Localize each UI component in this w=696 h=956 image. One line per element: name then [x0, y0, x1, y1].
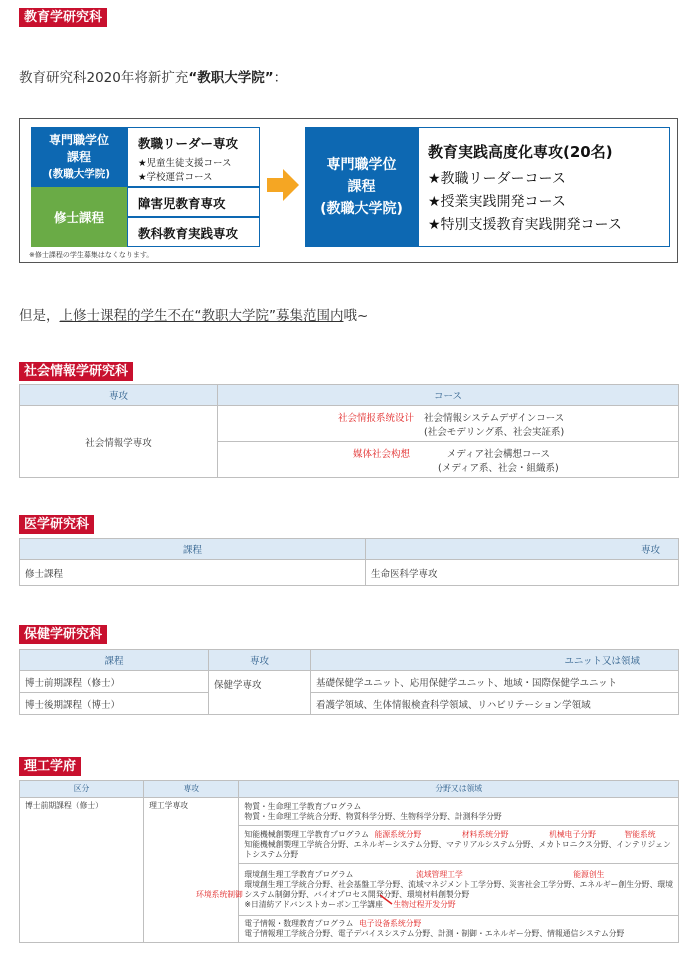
annotation: 社会情报系统设计 — [338, 412, 415, 424]
social-info-table — [19, 384, 679, 478]
field-block-3: 環境創生理工学教育プログラム 流域管理工学 能源创生 環境創生理工学統合分野、社会基盤工学分野、流域マネジメント工学分野、災害社会工学分野、エネルギー創生分野、環境 システム制御分野、バイオプロセス開発分野、環境材料創製分野 ※日清紡アドバンストカーボン工学講座 生物过程开发分野 — [239, 864, 679, 916]
right-advanced-box: 教育実践高度化専攻(20名) ★教職リーダーコース ★授業実践開発コース ★特別支援教育実践開発コース — [418, 127, 670, 247]
field-block-2: 知能機械創製理工学教育プログラム 能源系统分野 材料系统分野 机械电子分野 智能系统 知能機械創製理工学統合分野、エネルギーシステム分野、マテリアルシステム分野、メカトロニクス分野、インテリジェン トシステム分野 — [239, 826, 679, 864]
course-cell: 修士課程 — [20, 560, 366, 586]
right-pro-degree-box: 専門職学位 課程 (教職大学院) — [305, 127, 418, 247]
program-diagram — [19, 118, 678, 263]
field-block-1: 物質・生命理工学教育プログラム 物質・生命理工学統合分野、物質科学分野、生物科学分野、計測科学分野 — [239, 798, 679, 826]
unit-cell: 看護学領域、生体情報検査科学領域、リハビリテーション学領域 — [311, 693, 679, 715]
col-unit: ユニット又は領域 — [311, 650, 679, 671]
col-course: コース — [218, 385, 679, 406]
underlined-note: 上修士课程的学生不在“教职大学院”募集范围内 — [59, 308, 344, 324]
annotation: 智能系统 — [624, 829, 656, 839]
major-cell: 生命医科学専攻 — [366, 560, 679, 586]
annotation: 电子设备系统分野 — [358, 919, 422, 928]
annotation: 环境系统制御 — [196, 890, 243, 899]
col-major: 専攻 — [144, 781, 239, 798]
col-major: 専攻 — [20, 385, 218, 406]
major-cell: 社会情報学専攻 — [20, 406, 218, 478]
annotation: 媒体社会构想 — [353, 448, 411, 460]
course-cell: 博士後期課程（博士） — [20, 693, 209, 715]
section-header-medical: 医学研究科 — [19, 515, 94, 534]
annotation: 流域管理工学 — [415, 869, 463, 879]
annotation: 能源系统分野 — [374, 829, 422, 839]
left-pro-degree-box: 専門職学位 課程 (教職大学院) — [31, 127, 127, 187]
left-leader-box: 教職リーダー専攻 ★児童生徒支援コース ★学校運営コース — [127, 127, 260, 187]
health-table — [19, 649, 679, 715]
course-row-1: 社会情报系统设计 社会情報システムデザインコース (社会モデリング系、社会実証系) — [218, 406, 679, 442]
master-note-text: 但是，上修士课程的学生不在“教职大学院”募集范围内哦~ — [19, 308, 369, 324]
left-subject-box: 教科教育実践専攻 — [127, 217, 260, 247]
science-table — [19, 780, 679, 943]
intro-bold: “教职大学院” — [188, 70, 274, 86]
annotation: 机械电子分野 — [549, 829, 596, 839]
col-course: 課程 — [20, 650, 209, 671]
col-field: 分野又は領域 — [239, 781, 679, 798]
red-arrow-icon — [379, 894, 395, 906]
section-header-social-info: 社会情報学研究科 — [19, 362, 133, 381]
left-disability-box: 障害児教育専攻 — [127, 187, 260, 217]
major-cell: 理工学専攻 环境系统制御 — [144, 798, 239, 943]
unit-cell: 基礎保健学ユニット、応用保健学ユニット、地域・国際保健学ユニット — [311, 671, 679, 693]
section-header-education: 教育学研究科 — [19, 8, 107, 27]
right-arrow-icon — [265, 167, 301, 203]
course-cell: 博士前期課程（修士） — [20, 798, 144, 943]
intro-text: 教育研究科2020年将新扩充“教职大学院”： — [19, 70, 288, 86]
col-category: 区分 — [20, 781, 144, 798]
section-header-health: 保健学研究科 — [19, 625, 107, 644]
annotation: 生物过程开发分野 — [393, 899, 456, 909]
medical-table — [19, 538, 679, 586]
course-row-2: 媒体社会构想 メディア社会構想コース (メディア系、社会・組織系) — [218, 442, 679, 478]
section-header-science: 理工学府 — [19, 757, 81, 776]
diagram-note: ※修士課程の学生募集はなくなります。 — [29, 251, 154, 259]
col-course: 課程 — [20, 539, 366, 560]
major-cell: 保健学専攻 — [209, 671, 311, 715]
col-major: 専攻 — [366, 539, 679, 560]
annotation: 能源创生 — [573, 869, 605, 879]
field-block-4: 電子情報・数理教育プログラム 电子设备系统分野 電子情報理工学統合分野、電子デバイスシステム分野、計測・制御・エネルギー分野、情報通信システム分野 — [239, 916, 679, 943]
course-cell: 博士前期課程（修士） — [20, 671, 209, 693]
annotation: 材料系统分野 — [461, 829, 509, 839]
left-master-box: 修士課程 — [31, 187, 127, 247]
col-major: 専攻 — [209, 650, 311, 671]
